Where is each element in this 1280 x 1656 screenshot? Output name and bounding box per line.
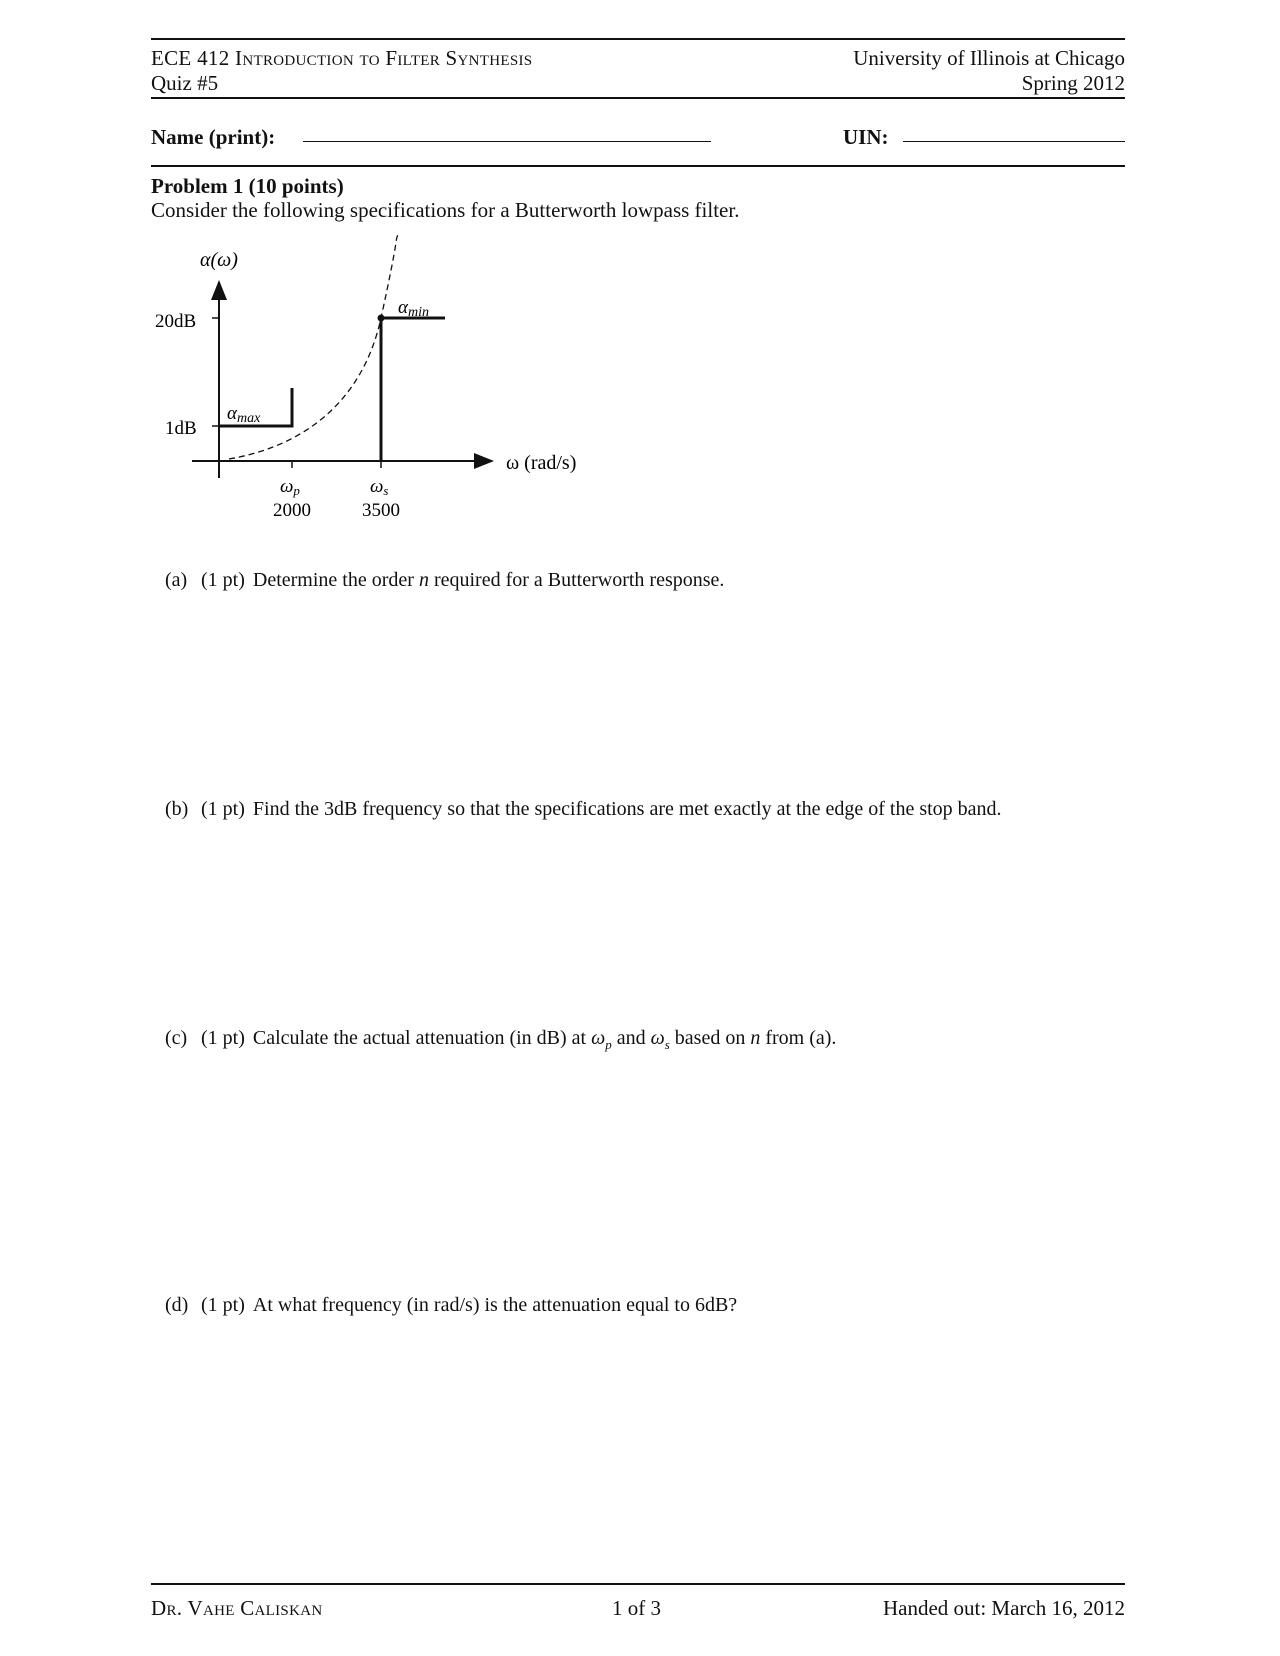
uin-field[interactable] xyxy=(903,141,1125,142)
footer-author: Dr. Vahe Caliskan xyxy=(151,1596,323,1620)
question-b xyxy=(165,796,1002,822)
ws-value-label: 3500 xyxy=(362,500,400,521)
question-label: (a) xyxy=(165,569,188,591)
question-text: Determine the order xyxy=(252,569,419,591)
quiz-number: Quiz #5 xyxy=(151,71,219,95)
stopband-spec xyxy=(381,318,445,461)
omega-s-label: ωs xyxy=(370,476,389,498)
question-points: (1 pt) xyxy=(201,798,245,820)
omega-s: $\omega_s$ xyxy=(650,1027,670,1052)
x-axis-label: ω (rad/s) xyxy=(506,452,577,474)
question-points: (1 pt) xyxy=(201,1027,245,1049)
question-points: (1 pt) xyxy=(201,569,245,591)
university-name: University of Illinois at Chicago xyxy=(853,46,1125,70)
course-title: ECE 412 Introduction to Filter Synthesis xyxy=(151,46,533,70)
var-n: n xyxy=(750,1027,761,1049)
omega-p-label: ωp xyxy=(280,476,300,498)
question-text-end: required for a Butterworth response. xyxy=(428,569,725,591)
question-text: At what frequency (in rad/s) is the attenuation equal to 6dB? xyxy=(252,1294,738,1316)
header-bottom-rule xyxy=(151,97,1125,99)
term: Spring 2012 xyxy=(1021,71,1125,95)
question-d xyxy=(165,1292,737,1318)
footer-handed-out: Handed out: March 16, 2012 xyxy=(882,1596,1125,1620)
question-c xyxy=(165,1025,836,1058)
problem-intro: Consider the following specifications for a Butterworth lowpass filter. xyxy=(151,198,740,222)
question-label: (c) xyxy=(165,1027,188,1049)
footer-rule xyxy=(151,1583,1125,1585)
question-label: (d) xyxy=(165,1294,189,1316)
butterworth-spec-figure xyxy=(140,225,620,525)
alpha-min-label: αmin xyxy=(398,297,429,320)
question-label: (b) xyxy=(165,798,189,820)
question-a xyxy=(165,567,724,593)
header-top-rule xyxy=(151,38,1125,40)
omega-p: $\omega_p$ xyxy=(591,1027,612,1052)
question-text-based: based on xyxy=(669,1027,751,1049)
question-points: (1 pt) xyxy=(201,1294,245,1316)
question-text-end: from (a). xyxy=(760,1027,837,1049)
y-tick-label-20db: 20dB xyxy=(155,311,197,332)
form-bottom-rule xyxy=(151,165,1125,167)
footer-page: 1 of 3 xyxy=(612,1596,661,1620)
y-axis-label: α(ω) xyxy=(200,249,238,271)
name-field[interactable] xyxy=(303,141,711,142)
question-text: Calculate the actual attenuation (in dB) at xyxy=(252,1027,592,1049)
wp-value-label: 2000 xyxy=(273,500,311,521)
problem-title: Problem 1 (10 points) xyxy=(151,174,344,198)
name-label: Name (print): xyxy=(151,125,276,149)
uin-label: UIN: xyxy=(843,125,889,149)
question-text-and: and xyxy=(611,1027,651,1049)
var-n: n xyxy=(418,569,429,591)
y-tick-label-1db: 1dB xyxy=(165,418,197,439)
alpha-max-label: αmax xyxy=(227,403,261,426)
question-text: Find the 3dB frequency so that the specifications are met exactly at the edge of the stop band. xyxy=(252,798,1002,820)
